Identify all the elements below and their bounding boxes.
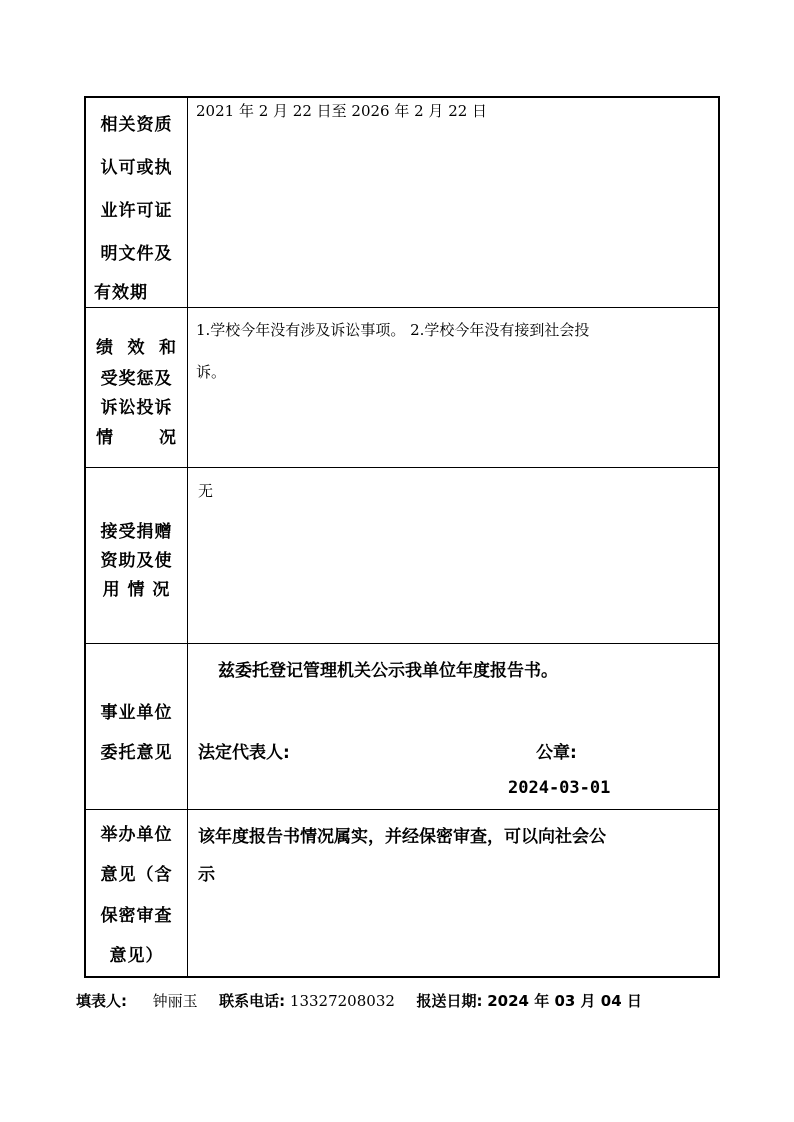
row-donations <box>86 468 718 644</box>
row-performance <box>86 308 718 468</box>
report-footer <box>76 990 642 1011</box>
label-line: 用 情 况 <box>102 580 171 600</box>
sponsor-opinion-text-line: 示 <box>198 865 215 885</box>
label-line: 意见） <box>109 946 164 966</box>
donations-content <box>188 468 718 643</box>
row-qualification <box>86 98 718 308</box>
donations-text: 无 <box>198 482 214 500</box>
official-seal-label: 公章: <box>536 743 577 763</box>
label-line: 事业单位 <box>100 703 173 723</box>
label-line: 认可或执 <box>100 158 173 178</box>
label-line: 相关资质 <box>100 115 173 135</box>
phone-number: 13327208032 <box>289 992 395 1010</box>
qualification-label <box>86 98 188 307</box>
filler-name: 钟丽玉 <box>152 992 198 1010</box>
entrustment-label <box>86 644 188 809</box>
entrustment-date: 2024-03-01 <box>508 778 611 798</box>
report-table <box>84 96 720 978</box>
submit-date: 2024 年 03 月 04 日 <box>487 992 642 1010</box>
label-line: 保密审查 <box>100 906 173 926</box>
sponsor-opinion-text-line: 该年度报告书情况属实，并经保密审查，可以向社会公 <box>198 827 606 847</box>
label-line: 有效期 <box>94 283 148 303</box>
qualification-content <box>188 98 718 307</box>
label-line: 接受捐赠 <box>100 522 173 542</box>
performance-text-line: 诉。 <box>196 363 227 381</box>
phone-label: 联系电话: <box>219 992 286 1010</box>
label-line: 委托意见 <box>100 743 173 763</box>
performance-label <box>86 308 188 467</box>
legal-representative-label: 法定代表人: <box>198 743 290 763</box>
label-line: 绩 效 和 <box>96 338 176 358</box>
label-line: 资助及使 <box>100 551 173 571</box>
label-line: 诉讼投诉 <box>100 398 173 418</box>
label-line: 受奖惩及 <box>100 369 173 389</box>
label-line: 举办单位 <box>100 825 173 845</box>
sponsor-opinion-label <box>86 810 188 976</box>
label-line: 情 况 <box>96 428 176 448</box>
entrustment-text: 兹委托登记管理机关公示我单位年度报告书。 <box>218 661 558 681</box>
performance-content <box>188 308 718 467</box>
entrustment-content <box>188 644 718 809</box>
submit-date-label: 报送日期: <box>416 992 483 1010</box>
row-entrustment <box>86 644 718 810</box>
row-sponsor-opinion <box>86 810 718 976</box>
validity-period-text: 2021 年 2 月 22 日至 2026 年 2 月 22 日 <box>196 102 488 120</box>
label-line: 明文件及 <box>100 244 173 264</box>
donations-label <box>86 468 188 643</box>
filler-label: 填表人: <box>76 992 127 1010</box>
label-line: 业许可证 <box>100 201 173 221</box>
sponsor-opinion-content <box>188 810 718 976</box>
label-line: 意见（含 <box>100 865 173 885</box>
performance-text-line: 1.学校今年没有涉及诉讼事项。 2.学校今年没有接到社会投 <box>196 321 590 339</box>
